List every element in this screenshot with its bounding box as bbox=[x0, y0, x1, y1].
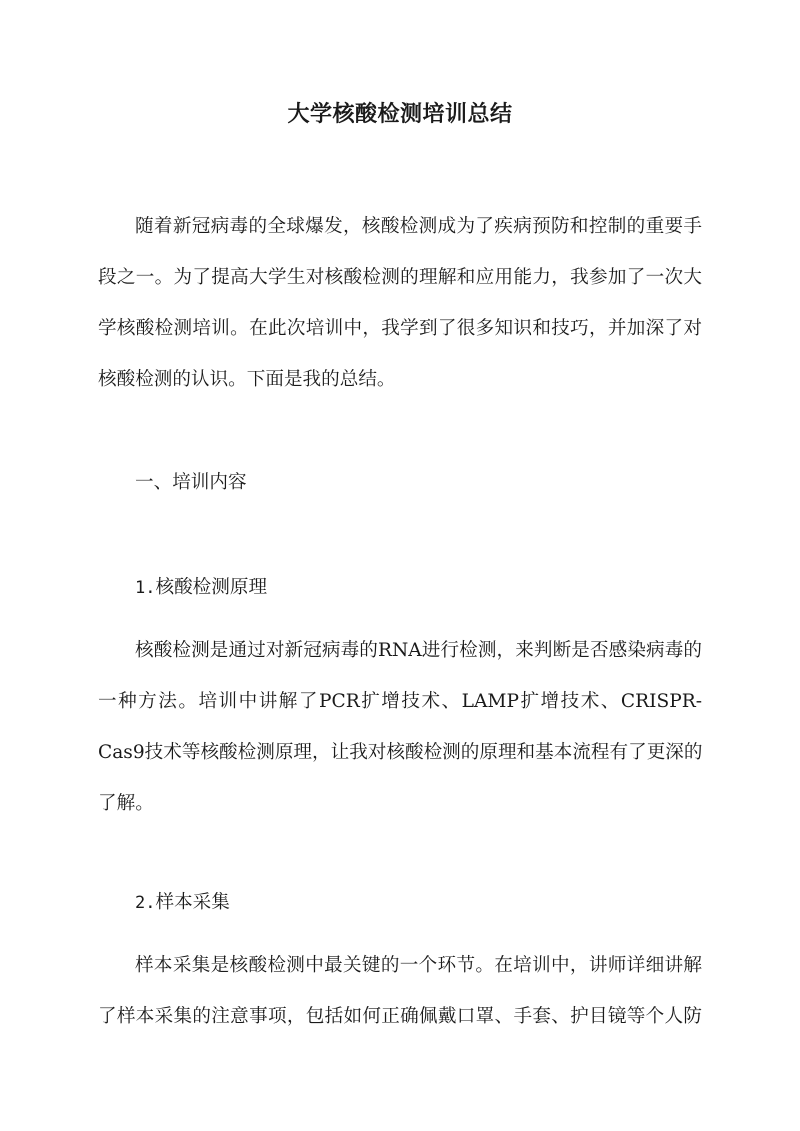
sampling-paragraph bbox=[98, 940, 702, 1042]
subsection-heading-sampling bbox=[135, 888, 230, 918]
sampling-line-2: 了样本采集的注意事项，包括如何正确佩戴口罩、手套、护目镜等个人防 bbox=[98, 1006, 702, 1027]
section-heading-training-content: 一、培训内容 bbox=[135, 472, 247, 493]
principle-line-1: 核酸检测是通过对新冠病毒的RNA进行检测，来判断是否感染病毒的 bbox=[135, 640, 702, 661]
intro-line-3: 学核酸检测培训。在此次培训中，我学到了很多知识和技巧，并加深了对 bbox=[98, 318, 702, 339]
intro-line-4: 核酸检测的认识。下面是我的总结。 bbox=[98, 369, 396, 390]
subsection-title: 核酸检测原理 bbox=[155, 577, 268, 598]
principle-line-3: Cas9技术等核酸检测原理，让我对核酸检测的原理和基本流程有了更深的 bbox=[98, 742, 703, 763]
intro-line-1: 随着新冠病毒的全球爆发，核酸检测成为了疾病预防和控制的重要手 bbox=[135, 216, 702, 237]
intro-line-2: 段之一。为了提高大学生对核酸检测的理解和应用能力，我参加了一次大 bbox=[98, 267, 702, 288]
document-title: 大学核酸检测培训总结 bbox=[287, 101, 513, 127]
principle-line-4: 了解。 bbox=[98, 793, 154, 814]
subsection-number: 2. bbox=[135, 893, 156, 913]
principle-paragraph bbox=[98, 625, 702, 829]
principle-line-2: 一种方法。培训中讲解了PCR扩增技术、LAMP扩增技术、CRISPR- bbox=[98, 691, 702, 712]
subsection-title: 样本采集 bbox=[155, 892, 230, 913]
sampling-line-1: 样本采集是核酸检测中最关键的一个环节。在培训中，讲师详细讲解 bbox=[135, 955, 702, 976]
subsection-number: 1. bbox=[135, 578, 156, 598]
intro-paragraph bbox=[98, 201, 702, 405]
subsection-heading-principle bbox=[135, 573, 267, 603]
